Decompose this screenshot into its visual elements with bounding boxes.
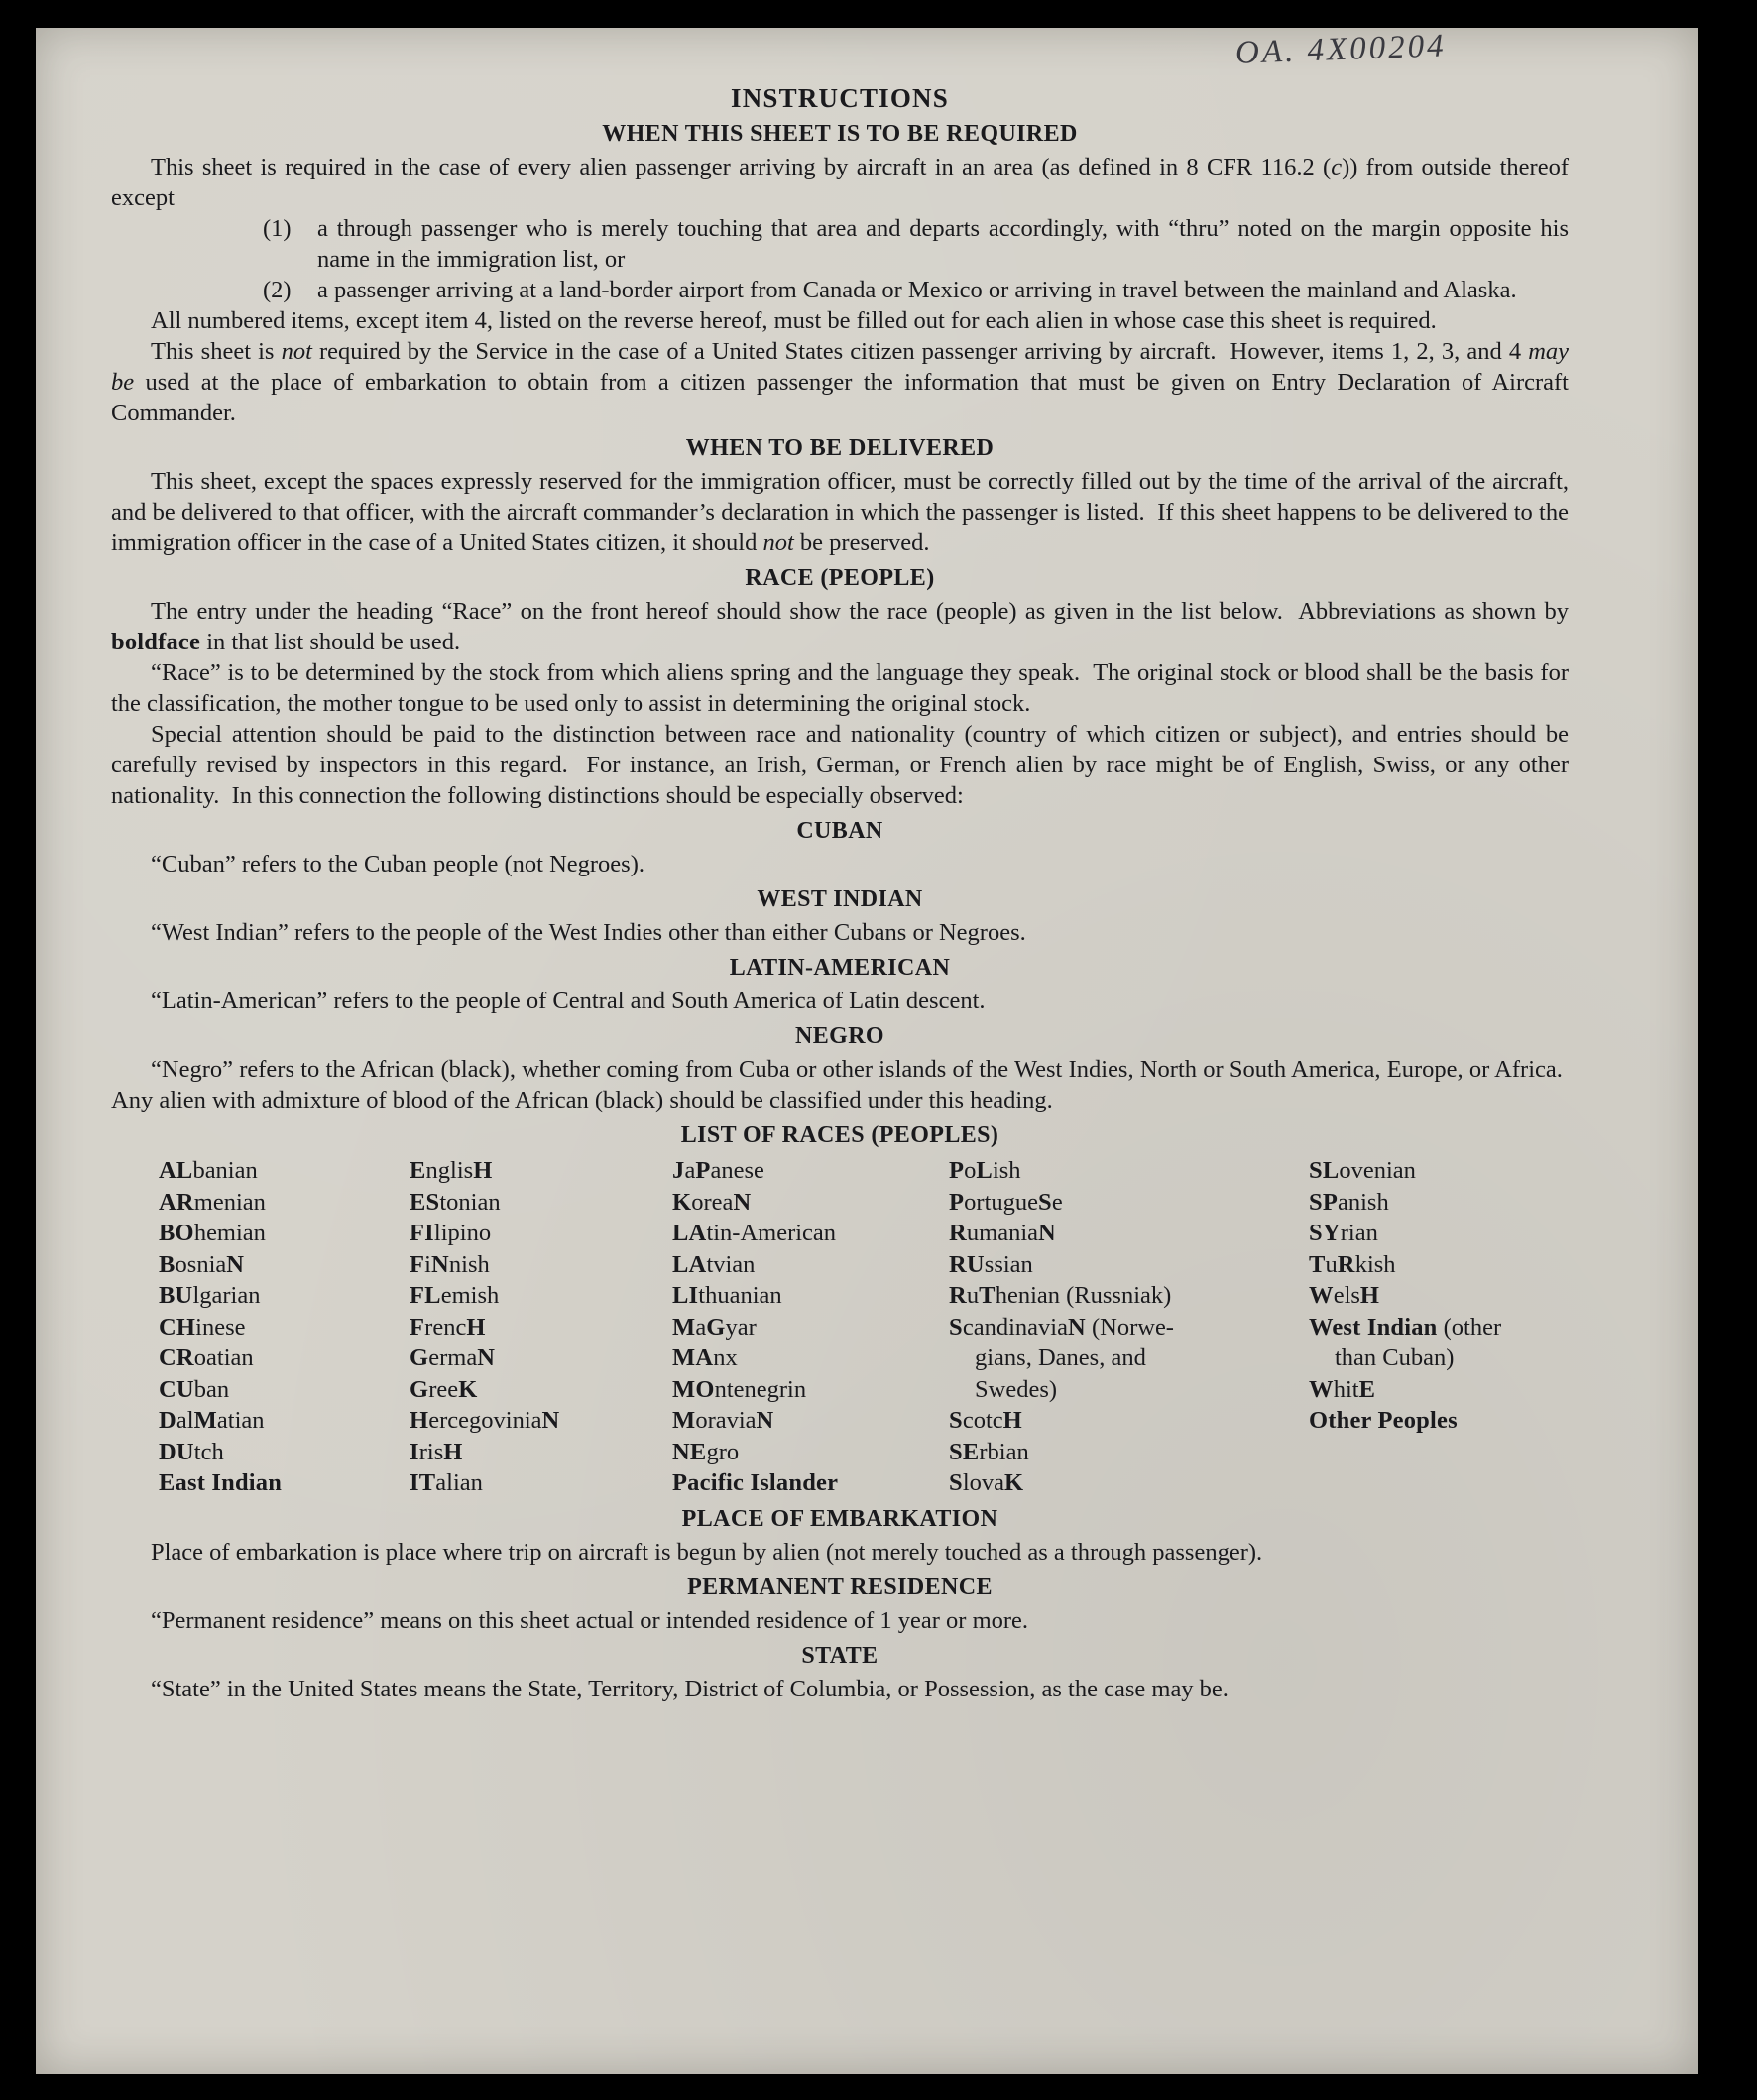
numbered-item-number: (2) <box>263 277 292 303</box>
paragraph: “Cuban” refers to the Cuban people (not Negroes). <box>151 851 644 877</box>
race-entry: SlovaK <box>949 1469 1024 1496</box>
section-heading: NEGRO <box>794 1023 884 1049</box>
numbered-item-number: (1) <box>263 215 292 242</box>
section-heading: STATE <box>801 1642 878 1669</box>
paragraph: Place of embarkation is place where trip on aircraft is begun by alien (not merely touched as a through passenger). <box>151 1538 1263 1566</box>
race-entry: DalMatian <box>159 1407 265 1434</box>
section-heading: WEST INDIAN <box>757 886 923 912</box>
race-entry: IrisH <box>410 1438 463 1465</box>
race-entry: ARmenian <box>159 1188 266 1216</box>
paragraph: “State” in the United States means the State, Territory, District of Columbia, or Possession, as the case may be. <box>151 1675 1229 1702</box>
race-entry: MoraviaN <box>672 1407 774 1434</box>
race-entry: SYrian <box>1309 1220 1378 1246</box>
race-entry: SPanish <box>1309 1188 1389 1216</box>
race-entry: ScandinaviaN (Norwe- gians, Danes, and Swedes) <box>949 1313 1174 1403</box>
paragraph: All numbered items, except item 4, listed on the reverse hereof, must be filled out for each alien in whose case this sheet is required. <box>151 307 1437 334</box>
paragraph: Special attention should be paid to the distinction between race and nationality (country of which citizen or subject), and entries should be carefully revised by inspectors in this regard. For instance, an Irish, German, or French alien by race might be of English, Swiss, or any other nationality. In this connection the following distinctions should be especially observed: <box>111 721 1569 809</box>
races-column <box>949 1155 1309 1499</box>
race-entry: RuThenian (Russniak) <box>949 1282 1172 1309</box>
section-heading: LIST OF RACES (PEOPLES) <box>680 1122 999 1148</box>
race-entry: East Indian <box>159 1469 283 1496</box>
paragraph: “Negro” refers to the African (black), whether coming from Cuba or other islands of the West Indies, North or South America, Europe, or Africa. Any alien with admixture of blood of the African (black) should be classified under this heading. <box>111 1056 1569 1113</box>
race-entry: West Indian (other than Cuban) <box>1309 1313 1502 1371</box>
numbered-item: (2) a passenger arriving at a land-border airport from Canada or Mexico or arriving in travel between the mainland and Alaska. <box>263 277 1517 303</box>
race-entry: SLovenian <box>1309 1157 1416 1184</box>
race-entry: HercegoviniaN <box>410 1407 560 1434</box>
race-entry: PortugueSe <box>949 1188 1063 1216</box>
race-entry: BOhemian <box>159 1220 266 1246</box>
races-column <box>159 1155 410 1499</box>
race-entry: CHinese <box>159 1313 246 1341</box>
numbered-item: (1) a through passenger who is merely touching that area and departs accordingly, with “thru” noted on the margin opposite his name in the immigration list, or <box>263 215 1569 273</box>
race-entry: RumaniaN <box>949 1220 1056 1246</box>
page-title: INSTRUCTIONS <box>731 83 949 113</box>
race-entry: RUssian <box>949 1250 1033 1278</box>
race-entry: DUtch <box>159 1438 224 1465</box>
races-column <box>1309 1155 1569 1499</box>
document-blocks <box>111 119 1569 1704</box>
race-entry: ALbanian <box>159 1157 258 1184</box>
races-column <box>672 1155 949 1499</box>
race-entry: LAtin-American <box>672 1220 837 1246</box>
race-entry: ITalian <box>410 1469 483 1496</box>
race-entry: NEgro <box>672 1438 740 1465</box>
race-entry: WhitE <box>1309 1375 1376 1403</box>
race-entry: FrencH <box>410 1313 486 1341</box>
handwritten-annotation: OA. 4X00204 <box>1234 28 1448 71</box>
section-heading: WHEN TO BE DELIVERED <box>685 435 995 461</box>
races-list <box>111 1155 1569 1499</box>
race-entry: Other Peoples <box>1309 1407 1458 1434</box>
section-heading: RACE (PEOPLE) <box>745 565 935 591</box>
race-entry: FiNnish <box>410 1250 490 1278</box>
paper <box>36 28 1698 2074</box>
races-column <box>410 1155 672 1499</box>
race-entry: TuRkish <box>1309 1250 1396 1278</box>
race-entry: PoLish <box>949 1157 1021 1184</box>
race-entry: CUban <box>159 1375 230 1403</box>
race-entry: Pacific Islander <box>672 1469 839 1496</box>
race-entry: MOntenegrin <box>672 1375 807 1403</box>
paragraph: “Race” is to be determined by the stock from which aliens spring and the language they speak. The original stock or blood shall be the basis for the classification, the mother tongue to be used only to assist in determining the original stock. <box>111 659 1569 717</box>
race-entry: FIlipino <box>410 1220 492 1246</box>
race-entry: LIthuanian <box>672 1282 782 1309</box>
race-entry: CRoatian <box>159 1344 254 1371</box>
paragraph: “Permanent residence” means on this sheet actual or intended residence of 1 year or more. <box>151 1606 1029 1634</box>
race-entry: BUlgarian <box>159 1282 261 1309</box>
race-entry: GermaN <box>410 1344 496 1371</box>
section-heading: CUBAN <box>796 818 883 844</box>
race-entry: GreeK <box>410 1375 478 1403</box>
race-entry: ScotcH <box>949 1407 1022 1434</box>
race-entry: LAtvian <box>672 1250 756 1278</box>
race-entry: KoreaN <box>672 1188 752 1216</box>
section-heading: PERMANENT RESIDENCE <box>687 1574 993 1600</box>
race-entry: EnglisH <box>410 1157 493 1184</box>
race-entry: SErbian <box>949 1438 1029 1465</box>
section-heading: WHEN THIS SHEET IS TO BE REQUIRED <box>602 121 1078 147</box>
document-content <box>111 83 1569 1704</box>
race-entry: WelsH <box>1309 1282 1380 1309</box>
race-entry: MAnx <box>672 1344 738 1371</box>
paragraph: “Latin-American” refers to the people of Central and South America of Latin descent. <box>151 988 986 1014</box>
paragraph: The entry under the heading “Race” on the front hereof should show the race (people) as given in the list below. Abbreviations as shown by boldface in that list should be used. <box>111 598 1569 655</box>
paragraph: This sheet, except the spaces expressly reserved for the immigration officer, must be correctly filled out by the time of the arrival of the aircraft, and be delivered to that officer, with the aircraft commander’s declaration in which the passenger is listed. If this sheet happens to be delivered to the immigration officer in the case of a United States citizen, it should not be preserved. <box>111 468 1569 556</box>
race-entry: BosniaN <box>159 1250 245 1278</box>
paragraph: This sheet is required in the case of every alien passenger arriving by aircraft in an area (as defined in 8 CFR 116.2 (c)) from outside thereof except <box>111 154 1569 211</box>
section-heading: PLACE OF EMBARKATION <box>681 1505 998 1532</box>
race-entry: MaGyar <box>672 1313 757 1341</box>
paragraph: “West Indian” refers to the people of the West Indies other than either Cubans or Negroes. <box>151 919 1026 946</box>
race-entry: FLemish <box>410 1282 500 1309</box>
paragraph: This sheet is not required by the Service in the case of a United States citizen passenger arriving by aircraft. However, items 1, 2, 3, and 4 may be used at the place of embarkation to obtain from a citizen passenger the information that must be given on Entry Declaration of Aircraft Commander. <box>111 338 1570 426</box>
race-entry: JaPanese <box>672 1157 764 1184</box>
race-entry: EStonian <box>410 1188 501 1216</box>
section-heading: LATIN-AMERICAN <box>729 955 951 981</box>
